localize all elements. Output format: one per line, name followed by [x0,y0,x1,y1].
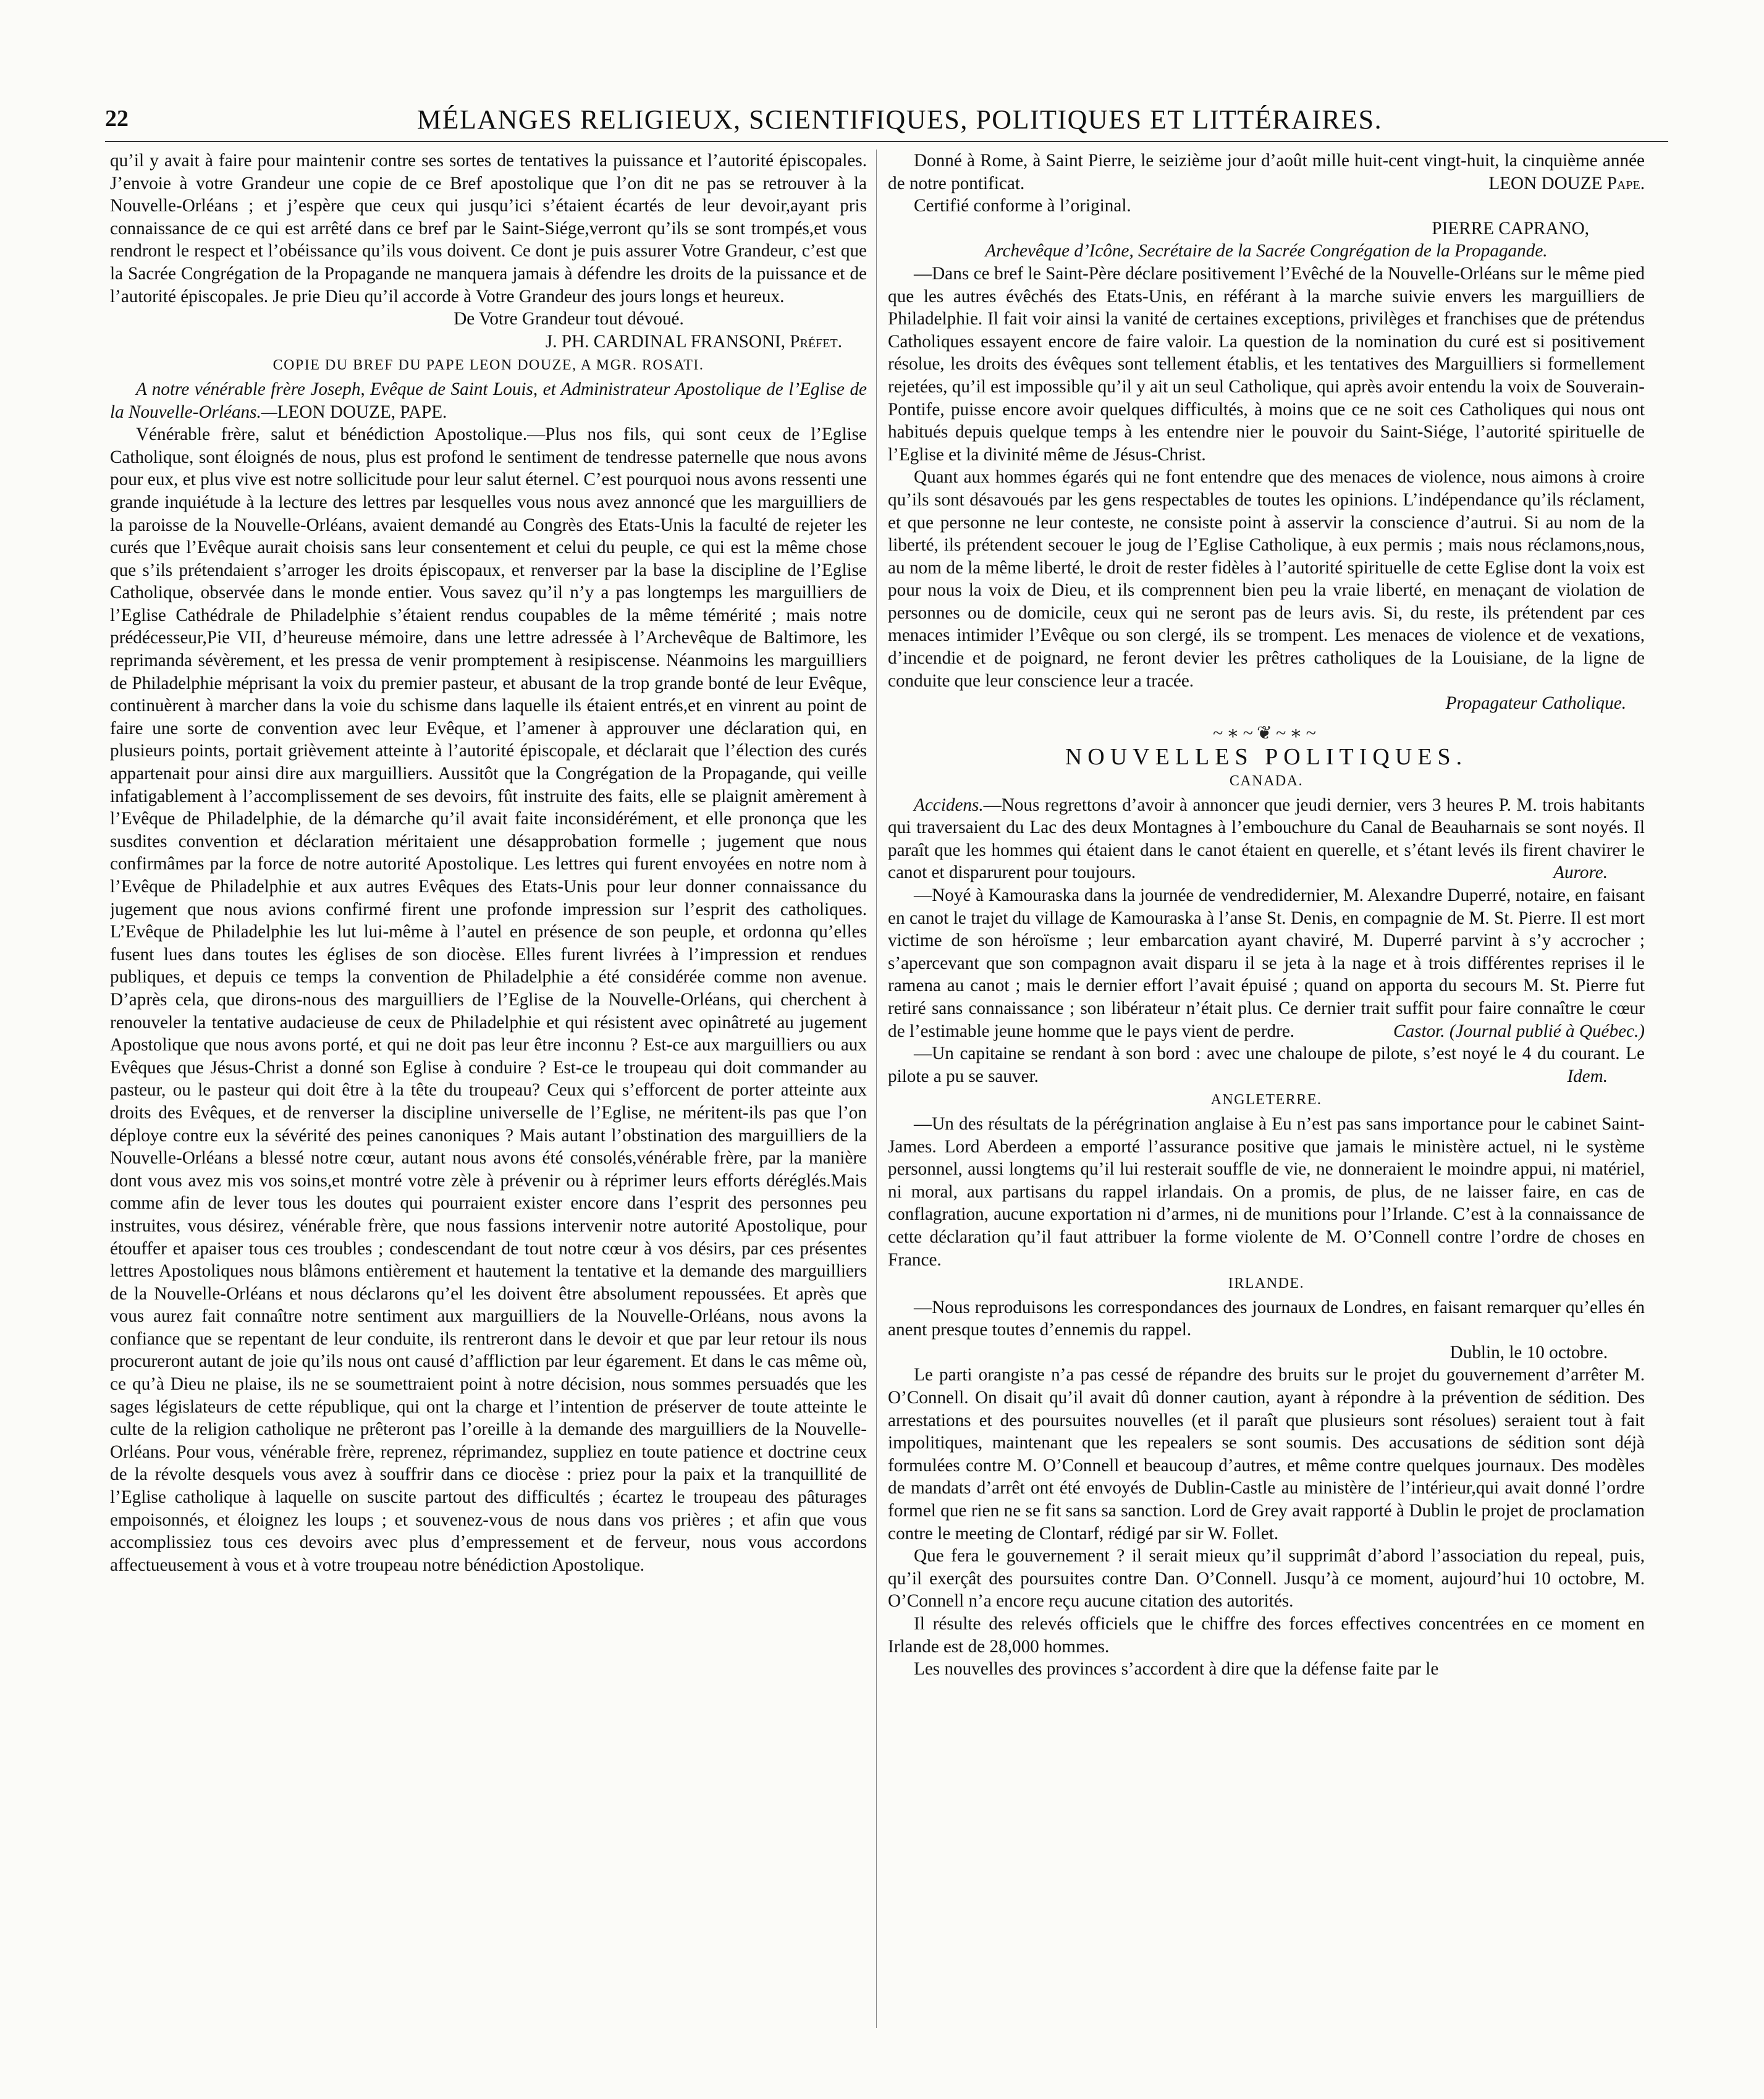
capitaine-article [888,1042,1645,1088]
brief-address-signature: LEON DOUZE, PAPE. [277,402,447,422]
right-column [888,150,1645,2028]
noye-source: Castor. (Journal publié à Québec.) [1393,1021,1645,1041]
capitaine-source: Idem. [1567,1066,1608,1086]
irlande-intro: —Nous reproduisons les correspondances des journaux de Londres, en faisant remarquer qu’elles én anent presque toutes d’ennemis du rappel. [888,1297,1645,1340]
irlande-paragraph-4: Les nouvelles des provinces s’accordent à dire que la défense faite par le [914,1659,1439,1679]
noye-text: —Noyé à Kamouraska dans la journée de vendredidernier, M. Alexandre Duperré, notaire, en faisant en canot le trajet du village de Kamouraska à l’anse St. Denis, en compagnie de M. St. Pierre. Il est mort victime de son héroïsme ; leur embarcation ayant chaviré, M. Duperré parvint à s’y accrocher ; s’apercevant que son compagnon avait disparu il se jeta à la nage et à trois différentes reprises il le ramena au canot ; mais le dernier effort l’avait épuisé ; quand on apporta du secours M. St. Pierre fut retiré sans connaissance ; son libérateur n’était plus. Ce dernier trait suffit pour faire connaître le cœur de l’estimable jeune homme que le pays vient de perdre. [888,885,1645,1041]
page-header [105,104,1668,142]
canada-heading: CANADA. [1229,773,1304,790]
accidens-label: Accidens. [914,795,984,815]
irlande-paragraph-2: Que fera le gouvernement ? il serait mieux qu’il supprimât d’abord l’association du repeal, puis, qu’il exerçât des poursuites contre Dan. O’Connell. Jusqu’à ce moment, aujourd’hui 10 octobre, M. O’Connell n’a encore reçu aucune citation des autorités. [888,1546,1645,1611]
angleterre-article: —Un des résultats de la pérégrination anglaise à Eu n’est pas sans importance pour le cabinet Saint-James. Lord Aberdeen a emporté l’assurance positive que jamais le ministère actuel, ni le système personnel, aussi longtems qu’il lui resterait souffle de vie, ne donneraient le moindre appui, ni matériel, ni moral, aux partisans du rappel irlandais. On a promis, de plus, de ne laisser faire, en cas de conflagration, aucune exportation ni d’armes, ni de munitions pour l’Irlande. C’est à la connaissance de cette déclaration qu’il faut attribuer la forme violente de M. O’Connell contre l’ordre de choses en France. [888,1113,1645,1270]
noye-article [888,884,1645,1042]
commentary-source: Propagateur Catholique. [1445,693,1626,714]
brief-dateline-signature: LEON DOUZE Pape. [1488,173,1645,193]
accidens-source: Aurore. [1553,863,1608,883]
dublin-dateline: Dublin, le 10 octobre. [1450,1342,1608,1362]
commentary-paragraph-1: —Dans ce bref le Saint-Père déclare positivement l’Evêché de la Nouvelle-Orléans sur le même pied que les autres évêchés des Etats-Unis, en référant à la marche suivie envers les marguilliers de Philadelphie. Il fait voir ainsi la vanité de certaines exceptions, privilèges et franchises que de prétendus Catholiques essayent encore de faire valoir. La question de la nomination du curé est si positivement résolue, les droits des évêques sont tellement établis, et les tentatives des Marguilliers si formellement rejetées, qu’il est impossible qu’il y ait un seul Catholique, qui après avoir entendu la voix de Souverain-Pontife, puisse encore avoir quelques difficultés, à moins que ce ne soit ces Catholiques qui nous ont habitués depuis quelque temps à les entendre nier le pouvoir du Saint-Siége, l’autorité spirituelle de l’Eglise et la divinité même de Jésus-Christ. [888,263,1645,465]
column-rule [876,150,877,2028]
commentary-paragraph-2: Quant aux hommes égarés qui ne font entendre que des menaces de violence, nous aimons à croire qu’ils sont désavoués par les gens respectables de toutes les opinions. L’indépendance qu’ils réclament, et que personne ne leur conteste, ne consiste point à asservir la conscience d’autrui. Si au nom de la liberté, ils prétendent secouer le joug de l’Eglise Catholique, à eux permis ; mais nous réclamons,nous, au nom de la même liberté, le droit de rester fidèles à l’autorité spirituelle de cette Eglise dont la voix est pour nous la voix de Dieu, et ils comprennent bien peu la vraie liberté, en menaçant de violation de personnes ou de domicile, ceux qui ne seront pas de leurs avis. Si, du reste, ils prétendent par ces menaces intimider l’Evêque ou son clergé, ils se trompent. Les menaces de violence et de vexations, d’incendie et de poignard, ne feront devier les prêtres catholiques de la Louisiane, de la ligne de conduite que leur conscience leur a tracée. [888,467,1645,691]
brief-address-text: A notre vénérable frère Joseph, Evêque de Saint Louis, et Administrateur Apostolique de l’Eglise de la Nouvelle-Orléans.— [110,379,867,422]
accidens-text: —Nous regrettons d’avoir à annoncer que jeudi dernier, vers 3 heures P. M. trois habitants qui traversaient du Lac des deux Montagnes à l’embouchure du Canal de Beauharnais se sont noyés. Il paraît que les hommes qui étaient dans le canot étaient en querelle, et s’étant levés ils firent chavirer le canot et disparurent pour toujours. [888,795,1645,883]
irlande-paragraph-3: Il résulte des relevés officiels que le chiffre des forces effectives concentrées en ce moment en Irlande est de 28,000 hommes. [888,1614,1645,1657]
section-title: NOUVELLES POLITIQUES. [1065,744,1468,771]
letter-signature: J. PH. CARDINAL FRANSONI, Préfet. [545,331,842,352]
running-title: MÉLANGES RELIGIEUX, SCIENTIFIQUES, POLITIQUES ET LITTÉRAIRES. [417,104,1383,135]
accidens-article [888,794,1645,884]
irlande-heading: IRLANDE. [1228,1275,1305,1292]
certifier-name: PIERRE CAPRANO, [1432,218,1589,239]
brief-text: Vénérable frère, salut et bénédiction Apostolique.—Plus nos fils, qui sont ceux de l’Eglise Catholique, sont éloignés de nous, plus est profond le sentiment de tendresse paternelle que nous avons pour eux, et plus vive est notre sollicitude pour leur salut éternel. C’est pourquoi nous avons ressenti une grande inquiétude à la lecture des lettres par lesquelles vous nous avez annoncé que les marguilliers de la paroisse de la Nouvelle-Orléans, avaient demandé au Congrès des Etats-Unis la faculté de rejeter les curés que l’Evêque aurait choisis sans leur consentement et celui du peuple, ce qui est la même chose que s’ils prétendaient s’arroger les droits épiscopaux, et renverser par la base la discipline de l’Eglise Catholique, observée dans le monde entier. Vous savez qu’il n’y a pas longtemps les marguilliers de l’Eglise Cathédrale de Philadelphie s’étaient rendus coupables de la même témérité ; mais notre prédécesseur,Pie VII, d’heureuse mémoire, dans une lettre adressée à l’Archevêque de Baltimore, les reprimanda sévèrement, et les pressa de venir promptement à resipiscense. Néanmoins les marguilliers de Philadelphie méprisant la voix du premier pasteur, et abusant de la trop grande bonté de leur Evêque, continuèrent à marcher dans la voie du schisme dans laquelle ils étaient entrés,et en vinrent au point de faire une sorte de convention avec leur Evêque, et l’amener à approuver une déclaration qui, en plusieurs points, portait grièvement atteinte à l’autorité épiscopale, et déclarait que l’élection des curés appartenait pour ainsi dire aux marguilliers. Aussitôt que la Congrégation de la Propagande, qui veille infatigablement à l’accomplissement de ses devoirs, fût instruite des faits, elle se plaignit amèrement à l’Evêque de Philadelphie, de la démarche qu’il avait faite inconsidérément, et elle prononça que les susdites convention et déclaration méritaient une désapprobation formelle ; jugement que nous confirmâmes par la force de notre autorité Apostolique. Les lettres qui furent envoyées en notre nom à l’Evêque de Philadelphie et aux autres Evêques des Etats-Unis pour leur donner connaissance du jugement que nous avions confirmé firent une profonde impression sur l’esprit des catholiques. L’Evêque de Philadelphie les lut lui-même à l’autel en présence de son peuple, et ordonna qu’elles fusent lues dans toutes les églises de son diocèse. Elles furent livrées à l’impression et rendues publiques, et depuis ce temps la convention de Philadelphie a été considérée comme non avenue. D’après cela, que dirons-nous des marguilliers de l’Eglise de la Nouvelle-Orléans, qui cherchent à renouveler la tentative audacieuse de ceux de Philadelphie et qui résistent avec opinâtreté au jugement Apostolique que nous avons porté, et qui ne doit pas leur être inconnu ? Est-ce aux marguilliers ou aux Evêques que Jésus-Christ a donné son Eglise à conduire ? Est-ce le troupeau qui doit commander au pasteur, ou le pasteur qui doit être à la tête du troupeau? Ceux qui s’efforcent de porter atteinte aux droits des Evêques, et de renverser la discipline universelle de l’Eglise, ne méritent-ils pas que l’on déploye contre eux la sévérité des peines canoniques ? Mais autant l’obstination des marguilliers de la Nouvelle-Orléans a blessé notre cœur, autant nous avons été consolés,vénérable frère, par la manière dont vous avez mis vos soins,et montré votre zèle à prévenir ou à réprimer leurs efforts déréglés.Mais comme afin de lever tous les doutes qui pourraient exister encore dans l’esprit des personnes peu instruites, vous désirez, vénérable frère, que nous fassions intervenir notre autorité Apostolique, pour étouffer et apaiser tous ces troubles ; condescendant de tout notre cœur à vos désirs, par ces présentes lettres Apostoliques nous blâmons entièrement et hautement la tentative et la demande des marguilliers de la Nouvelle-Orléans et nous déclarons qu’el les doivent être absolument repoussées. Et après que vous aurez fait connaître notre sentiment aux marguilliers de la Nouvelle-Orléans, nous avons la confiance que se repentant de leur conduite, ils rentreront dans le devoir et que par leur retour ils nous procureront autant de joie qu’ils nous ont causé d’affliction par leur égarement. Et dans le cas même où, ce qu’à Dieu ne plaise, ils ne se soumettraient point à notre décision, nous sommes persuadés que les sages législateurs de cette république, qui ont la charge et l’intention de préserver de toute atteinte le culte de la religion catholique ne prêteront pas l’oreille à la demande des marguilliers de la Nouvelle-Orléans. Pour vous, vénérable frère, reprenez, réprimandez, suppliez en toute patience et doctrine ceux de la révolte desquels vous avez à souffrir dans ce diocèse : priez pour la paix et la tranquillité de l’Eglise catholique à laquelle on suscite partout des difficultés ; écartez le troupeau des pâturages empoisonnés, et éloignez les loups ; et souvenez-vous de nous dans vos prières ; et afin que vous accomplissiez tous ces devoirs avec plus d’empressement et de ferveur, nous vous accordons affectueusement à vous et à votre troupeau notre bénédiction Apostolique. [110,424,867,1575]
page-number: 22 [105,106,129,132]
brief-address [110,378,867,423]
letter-continuation: qu’il y avait à faire pour maintenir contre ses sortes de tentatives la puissance et l’autorité épiscopales. J’envoie à votre Grandeur une copie de ce Bref apostolique que l’on dit ne pas se retrouver à la Nouvelle-Orléans ; et j’espère que ceux qui jusqu’ici s’étaient écartés de leur devoir,ayant pris connaissance de ce qui est arrêté dans ce bref par le Saint-Siége,verront qu’ils se sont trompés,et vous rendront le respect et l’obéissance qu’ils vous doivent. Ce dont je puis assurer Votre Grandeur, c’est que la Sacrée Congrégation de la Propagande ne manquera jamais à défendre les droits de la puissance et de l’autorité épiscopales. Je prie Dieu qu’il accorde à Votre Grandeur des jours longs et heureux. [110,151,867,306]
ornament-divider: ~∗~❦~∗~ [1213,722,1320,743]
brief-dateline-text: Donné à Rome, à Saint Pierre, le seizième jour d’août mille huit-cent vingt-huit, la cinquième année de notre pontificat. [888,151,1645,193]
capitaine-text: —Un capitaine se rendant à son bord : avec une chaloupe de pilote, s’est noyé le 4 du courant. Le pilote a pu se sauver. [888,1044,1645,1086]
angleterre-heading: ANGLETERRE. [1210,1092,1322,1109]
certification: Certifié conforme à l’original. [914,196,1131,216]
irlande-paragraph-1: Le parti orangiste n’a pas cessé de répandre des bruits sur le projet du gouvernement d’arrêter M. O’Connell. On disait qu’il avait dû donner caution, ayant à répondre à la prévention de sédition. Des arrestations et des poursuites nouvelles (et il paraît que plusieurs sont résolues) seraient tout à fait impolitiques, maintenant que les repealers se sont soumis. Des accusations de sédition sont déjà formulées contre M. O’Connell et beaucoup d’autres, et même contre quelques journaux. Des modèles de mandats d’arrêt ont été envoyés de Dublin-Castle au ministère de l’intérieur,qui avait donné l’ordre formel que rien ne se fit sans sa sanction. Lord de Grey avait rapporté à Dublin le projet de proclamation contre le meeting de Clontarf, rédigé par sir W. Follet. [888,1365,1645,1544]
brief-title: COPIE DU BREF DU PAPE LEON DOUZE, A MGR. ROSATI. [272,357,704,374]
left-column [110,150,867,2028]
brief-dateline [888,150,1645,195]
certifier-title: Archevêque d’Icône, Secrétaire de la Sacrée Congrégation de la Propagande. [985,241,1548,261]
letter-closing: De Votre Grandeur tout dévoué. [454,309,684,329]
